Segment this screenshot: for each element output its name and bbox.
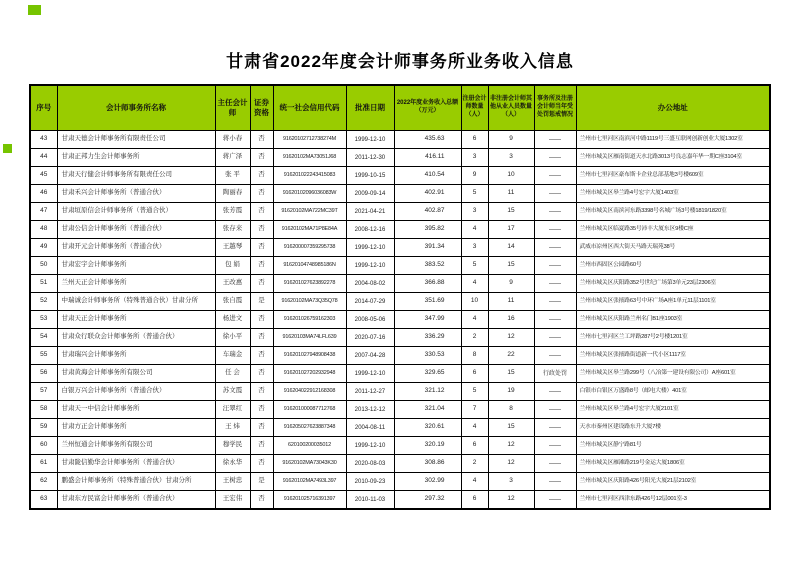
- header-cpa-count: 注册会计师数量（人）: [461, 85, 488, 131]
- cell-credit-code: 91620104748985186N: [273, 257, 346, 275]
- cell-cpa-count: 9: [461, 167, 488, 185]
- cell-revenue: 435.63: [394, 131, 461, 149]
- cell-non-cpa-staff-count: 15: [488, 419, 534, 437]
- cell-penalty-status: ——: [534, 131, 576, 149]
- cell-cpa-count: 5: [461, 257, 488, 275]
- cell-approval-date: 1999-10-15: [346, 167, 394, 185]
- cell-non-cpa-staff-count: 14: [488, 239, 534, 257]
- page-title: 甘肃省2022年度会计师事务所业务收入信息: [226, 52, 574, 71]
- cell-penalty-status: ——: [534, 185, 576, 203]
- cell-revenue: 366.88: [394, 275, 461, 293]
- table-row: [30, 455, 770, 473]
- cell-credit-code: 91620102MA7493L397: [273, 473, 346, 491]
- cell-penalty-status: ——: [534, 203, 576, 221]
- cell-revenue: 347.99: [394, 311, 461, 329]
- cell-serial: 59: [30, 419, 57, 437]
- cell-revenue: 329.65: [394, 365, 461, 383]
- cell-cpa-count: 4: [461, 311, 488, 329]
- cell-serial: 52: [30, 293, 57, 311]
- cell-revenue: 395.82: [394, 221, 461, 239]
- cell-non-cpa-staff-count: 3: [488, 473, 534, 491]
- cell-cpa-count: 2: [461, 455, 488, 473]
- cell-office-address: 兰州市城关区皋兰路4号宏宇大厦2101室: [576, 401, 770, 419]
- cell-firm-name: 甘肃黄海会计师事务所有限公司: [57, 365, 215, 383]
- cell-securities-qualification: 否: [250, 185, 273, 203]
- cell-chief-accountant: 车瑞金: [215, 347, 250, 365]
- cell-penalty-status: ——: [534, 257, 576, 275]
- cell-firm-name: 中瑞诚会计师事务所（特殊普通合伙）甘肃分所: [57, 293, 215, 311]
- cell-approval-date: 2020-08-03: [346, 455, 394, 473]
- cell-revenue: 402.87: [394, 203, 461, 221]
- cell-credit-code: 91620102096036083W: [273, 185, 346, 203]
- cell-approval-date: 2009-09-14: [346, 185, 394, 203]
- cell-chief-accountant: 王 炜: [215, 419, 250, 437]
- cell-securities-qualification: 否: [250, 221, 273, 239]
- cell-firm-name: 甘肃天正会计师事务所: [57, 311, 215, 329]
- cell-chief-accountant: 王改惠: [215, 275, 250, 293]
- cell-approval-date: 2008-12-16: [346, 221, 394, 239]
- table-row: [30, 275, 770, 293]
- cell-serial: 48: [30, 221, 57, 239]
- cell-approval-date: 1999-12-10: [346, 365, 394, 383]
- table-row: [30, 185, 770, 203]
- cell-penalty-status: ——: [534, 275, 576, 293]
- cell-office-address: 兰州市城关区皋兰路4号宏宇大厦1403室: [576, 185, 770, 203]
- cell-firm-name: 甘肃天一中信会计师事务所: [57, 401, 215, 419]
- table-row: [30, 149, 770, 167]
- cell-chief-accountant: 王树忠: [215, 473, 250, 491]
- cell-credit-code: 916201027623892278: [273, 275, 346, 293]
- cell-firm-name: 甘肃正邦力生会计师事务所: [57, 149, 215, 167]
- cell-firm-name: 甘肃天德会计师事务所有限责任公司: [57, 131, 215, 149]
- cell-approval-date: 2008-05-06: [346, 311, 394, 329]
- cell-credit-code: 916201022243415083: [273, 167, 346, 185]
- table-row: [30, 257, 770, 275]
- cell-penalty-status: ——: [534, 455, 576, 473]
- cell-non-cpa-staff-count: 11: [488, 293, 534, 311]
- cell-serial: 61: [30, 455, 57, 473]
- header-revenue-2022: 2022年度业务收入总额（万元）: [394, 85, 461, 131]
- cell-credit-code: 916204022912168308: [273, 383, 346, 401]
- cell-cpa-count: 4: [461, 473, 488, 491]
- cell-securities-qualification: 否: [250, 419, 273, 437]
- table-row: [30, 221, 770, 239]
- cell-non-cpa-staff-count: 12: [488, 455, 534, 473]
- cell-non-cpa-staff-count: 19: [488, 383, 534, 401]
- cell-firm-name: 甘肃开元会计师事务所（普通合伙）: [57, 239, 215, 257]
- cell-penalty-status: ——: [534, 383, 576, 401]
- cell-credit-code: 916200007359295738: [273, 239, 346, 257]
- cell-securities-qualification: 否: [250, 149, 273, 167]
- cell-chief-accountant: 张自霞: [215, 293, 250, 311]
- cell-firm-name: 甘肃众行联众会计师事务所（普通合伙）: [57, 329, 215, 347]
- cell-credit-code: 916201025716391397: [273, 491, 346, 510]
- cell-approval-date: 1999-12-10: [346, 239, 394, 257]
- cell-non-cpa-staff-count: 15: [488, 257, 534, 275]
- cell-non-cpa-staff-count: 12: [488, 491, 534, 510]
- cell-credit-code: 916201027948908438: [273, 347, 346, 365]
- cell-office-address: 兰州市城关区雁滩路219号金运大厦1806室: [576, 455, 770, 473]
- table-row: [30, 473, 770, 491]
- cell-office-address: 天水市秦州区建设路东升大厦7楼: [576, 419, 770, 437]
- cell-chief-accountant: 徐小平: [215, 329, 250, 347]
- cell-non-cpa-staff-count: 15: [488, 365, 534, 383]
- cell-office-address: 兰州市城关区庆阳路352号世纪广场第3单元23层2306室: [576, 275, 770, 293]
- cell-serial: 50: [30, 257, 57, 275]
- header-chief-accountant: 主任会计师: [215, 85, 250, 131]
- cell-chief-accountant: 蒋广泽: [215, 149, 250, 167]
- green-marker-top: [28, 5, 41, 15]
- cell-securities-qualification: 否: [250, 437, 273, 455]
- cell-serial: 57: [30, 383, 57, 401]
- cell-revenue: 320.19: [394, 437, 461, 455]
- cell-cpa-count: 6: [461, 365, 488, 383]
- cell-chief-accountant: 苏文霞: [215, 383, 250, 401]
- header-firm-name: 会计师事务所名称: [57, 85, 215, 131]
- cell-serial: 51: [30, 275, 57, 293]
- table-row: [30, 491, 770, 510]
- cell-credit-code: 91620102MA722MC39T: [273, 203, 346, 221]
- header-credit-code: 统一社会信用代码: [273, 85, 346, 131]
- cell-credit-code: 91620102MA73051J68: [273, 149, 346, 167]
- cell-cpa-count: 6: [461, 437, 488, 455]
- cell-penalty-status: ——: [534, 149, 576, 167]
- header-serial: 序号: [30, 85, 57, 131]
- cell-credit-code: 916201027202932948: [273, 365, 346, 383]
- cell-credit-code: 91620102MA73Q35Q78: [273, 293, 346, 311]
- cell-serial: 46: [30, 185, 57, 203]
- cell-cpa-count: 4: [461, 419, 488, 437]
- table-row: [30, 437, 770, 455]
- cell-penalty-status: ——: [534, 347, 576, 365]
- cell-non-cpa-staff-count: 9: [488, 131, 534, 149]
- cell-cpa-count: 6: [461, 491, 488, 510]
- cell-revenue: 383.52: [394, 257, 461, 275]
- cell-credit-code: 91620103MA74LFL639: [273, 329, 346, 347]
- cell-office-address: 兰州市城关区庆阳路426号阳光大厦21层2102室: [576, 473, 770, 491]
- cell-office-address: 兰州市七里河区兰工坪路287号2号楼1201室: [576, 329, 770, 347]
- cell-securities-qualification: 否: [250, 329, 273, 347]
- cell-firm-name: 甘肃天行健会计师事务所有限责任公司: [57, 167, 215, 185]
- cell-securities-qualification: 否: [250, 491, 273, 510]
- cell-cpa-count: 4: [461, 275, 488, 293]
- cell-securities-qualification: 否: [250, 383, 273, 401]
- cell-office-address: 兰州市西固区公园路60号: [576, 257, 770, 275]
- cell-credit-code: 91620102MA71P8E84A: [273, 221, 346, 239]
- cell-securities-qualification: 否: [250, 167, 273, 185]
- cell-chief-accountant: 杨进文: [215, 311, 250, 329]
- cell-approval-date: 2004-08-11: [346, 419, 394, 437]
- cell-office-address: 兰州市城关区雁南街道天水北路3013号良志嘉年华一期C座3104室: [576, 149, 770, 167]
- cell-firm-name: 甘肃禾兴会计师事务所（普通合伙）: [57, 185, 215, 203]
- cell-credit-code: 916201000087712768: [273, 401, 346, 419]
- header-approval-date: 批准日期: [346, 85, 394, 131]
- cell-revenue: 410.54: [394, 167, 461, 185]
- cell-non-cpa-staff-count: 22: [488, 347, 534, 365]
- cell-credit-code: 916201026759162303: [273, 311, 346, 329]
- cell-chief-accountant: 王越琴: [215, 239, 250, 257]
- cell-non-cpa-staff-count: 12: [488, 437, 534, 455]
- cell-non-cpa-staff-count: 11: [488, 185, 534, 203]
- cell-serial: 56: [30, 365, 57, 383]
- cell-firm-name: 白银万兴会计师事务所（普通合伙）: [57, 383, 215, 401]
- cell-cpa-count: 5: [461, 383, 488, 401]
- cell-revenue: 308.86: [394, 455, 461, 473]
- cell-penalty-status: ——: [534, 293, 576, 311]
- cell-cpa-count: 2: [461, 329, 488, 347]
- cell-firm-name: 甘肃公信会计师事务所（普通合伙）: [57, 221, 215, 239]
- cell-revenue: 416.11: [394, 149, 461, 167]
- cell-approval-date: 2007-04-28: [346, 347, 394, 365]
- cell-non-cpa-staff-count: 3: [488, 149, 534, 167]
- cell-office-address: 白银市白银区万盛路8号（邮电大楼）401室: [576, 383, 770, 401]
- cell-revenue: 321.12: [394, 383, 461, 401]
- cell-securities-qualification: 否: [250, 311, 273, 329]
- cell-credit-code: 620100200035012: [273, 437, 346, 455]
- cell-approval-date: 2010-11-03: [346, 491, 394, 510]
- header-row: [30, 85, 770, 131]
- cell-cpa-count: 3: [461, 149, 488, 167]
- cell-securities-qualification: 否: [250, 239, 273, 257]
- table-row: [30, 383, 770, 401]
- cell-revenue: 336.29: [394, 329, 461, 347]
- cell-revenue: 391.34: [394, 239, 461, 257]
- cell-penalty-status: ——: [534, 473, 576, 491]
- cell-penalty-status: ——: [534, 437, 576, 455]
- cell-chief-accountant: 汪翠红: [215, 401, 250, 419]
- cell-penalty-status: ——: [534, 311, 576, 329]
- cell-firm-name: 甘肃陇信勤华会计师事务所（普通合伙）: [57, 455, 215, 473]
- cell-serial: 54: [30, 329, 57, 347]
- header-securities-qualification: 证券资格: [250, 85, 273, 131]
- cell-revenue: 330.53: [394, 347, 461, 365]
- cell-approval-date: 2010-09-23: [346, 473, 394, 491]
- table-row: [30, 293, 770, 311]
- header-non-cpa-staff-count: 非注册会计师其他从业人员数量（人）: [488, 85, 534, 131]
- cell-chief-accountant: 包 娟: [215, 257, 250, 275]
- cell-office-address: 兰州市城关区庆阳路兰州名门B1座1903室: [576, 311, 770, 329]
- cell-approval-date: 2013-12-12: [346, 401, 394, 419]
- cell-office-address: 兰州市城关区南滨河东路3398号名城广场3号楼1819/1820室: [576, 203, 770, 221]
- cell-firm-name: 鹏盛会计师事务所（特殊普通合伙）甘肃分所: [57, 473, 215, 491]
- cell-securities-qualification: 否: [250, 203, 273, 221]
- cell-chief-accountant: 张芳霞: [215, 203, 250, 221]
- cell-serial: 44: [30, 149, 57, 167]
- cell-firm-name: 甘肃东方民富会计师事务所（普通合伙）: [57, 491, 215, 510]
- cell-securities-qualification: 否: [250, 347, 273, 365]
- cell-approval-date: 1999-12-10: [346, 437, 394, 455]
- cell-penalty-status: ——: [534, 239, 576, 257]
- cell-cpa-count: 4: [461, 221, 488, 239]
- cell-office-address: 兰州市城关区张掖路街道新一代小区1117室: [576, 347, 770, 365]
- cell-approval-date: 1999-12-10: [346, 257, 394, 275]
- cell-office-address: 兰州市七里河区南滨河中路1119号三盛互联网创新创业大厦1302室: [576, 131, 770, 149]
- cell-approval-date: 2011-12-30: [346, 149, 394, 167]
- cell-cpa-count: 8: [461, 347, 488, 365]
- cell-office-address: 兰州市城关区静宁路81号: [576, 437, 770, 455]
- cell-revenue: 351.69: [394, 293, 461, 311]
- cell-chief-accountant: 王宏伟: [215, 491, 250, 510]
- cell-office-address: 武威市凉州区西大街天马路天瑞苑38号: [576, 239, 770, 257]
- cell-chief-accountant: 任 会: [215, 365, 250, 383]
- cell-office-address: 兰州市七里河区豪布斯卡企业总部基地3号楼609室: [576, 167, 770, 185]
- header-penalty-status: 事务所及注册会计师当年受处罚惩戒情况: [534, 85, 576, 131]
- cell-securities-qualification: 否: [250, 455, 273, 473]
- cell-approval-date: 2021-04-21: [346, 203, 394, 221]
- cell-penalty-status: ——: [534, 167, 576, 185]
- cell-approval-date: 2011-12-27: [346, 383, 394, 401]
- table-row: [30, 131, 770, 149]
- cell-serial: 53: [30, 311, 57, 329]
- cell-serial: 63: [30, 491, 57, 510]
- cell-chief-accountant: 穆学民: [215, 437, 250, 455]
- cell-cpa-count: 10: [461, 293, 488, 311]
- cell-revenue: 321.04: [394, 401, 461, 419]
- cell-securities-qualification: 否: [250, 257, 273, 275]
- green-marker-left: [3, 144, 12, 153]
- cell-revenue: 320.61: [394, 419, 461, 437]
- table-row: [30, 239, 770, 257]
- cell-credit-code: 91620102MA73043K30: [273, 455, 346, 473]
- header-office-address: 办公地址: [576, 85, 770, 131]
- cell-revenue: 402.91: [394, 185, 461, 203]
- cell-approval-date: 1999-12-10: [346, 131, 394, 149]
- table-row: [30, 311, 770, 329]
- cell-non-cpa-staff-count: 12: [488, 329, 534, 347]
- cell-credit-code: 91620102712738274M: [273, 131, 346, 149]
- cell-approval-date: 2020-07-16: [346, 329, 394, 347]
- cell-securities-qualification: 是: [250, 293, 273, 311]
- table-row: [30, 419, 770, 437]
- cell-non-cpa-staff-count: 16: [488, 311, 534, 329]
- cell-serial: 55: [30, 347, 57, 365]
- cell-revenue: 302.99: [394, 473, 461, 491]
- cell-securities-qualification: 否: [250, 275, 273, 293]
- cell-chief-accountant: 蒋小春: [215, 131, 250, 149]
- cell-credit-code: 916205027623887348: [273, 419, 346, 437]
- cell-serial: 47: [30, 203, 57, 221]
- cell-penalty-status: ——: [534, 419, 576, 437]
- cell-chief-accountant: 张存来: [215, 221, 250, 239]
- table-row: [30, 167, 770, 185]
- cell-non-cpa-staff-count: 9: [488, 275, 534, 293]
- cell-non-cpa-staff-count: 8: [488, 401, 534, 419]
- cell-firm-name: 兰州天正会计师事务所: [57, 275, 215, 293]
- cell-penalty-status: ——: [534, 221, 576, 239]
- cell-securities-qualification: 否: [250, 401, 273, 419]
- revenue-table: [29, 84, 771, 510]
- cell-serial: 49: [30, 239, 57, 257]
- table-row: [30, 203, 770, 221]
- cell-securities-qualification: 是: [250, 473, 273, 491]
- cell-approval-date: 2014-07-29: [346, 293, 394, 311]
- cell-firm-name: 甘肃瑞兴会计师事务所: [57, 347, 215, 365]
- cell-approval-date: 2004-08-02: [346, 275, 394, 293]
- cell-chief-accountant: 张 平: [215, 167, 250, 185]
- table-row: [30, 329, 770, 347]
- cell-office-address: 兰州市城关区皋兰路299号（八冶第一建设有限公司）A座601室: [576, 365, 770, 383]
- cell-office-address: 兰州市城关区临夏路35号沛丰大厦东区9楼C座: [576, 221, 770, 239]
- cell-penalty-status: 行政处罚: [534, 365, 576, 383]
- cell-penalty-status: ——: [534, 329, 576, 347]
- cell-serial: 60: [30, 437, 57, 455]
- cell-non-cpa-staff-count: 17: [488, 221, 534, 239]
- table-row: [30, 365, 770, 383]
- cell-firm-name: 甘肃宏宇会计师事务所: [57, 257, 215, 275]
- cell-office-address: 兰州市七里河区西津东路426号12层001室-3: [576, 491, 770, 510]
- cell-cpa-count: 5: [461, 185, 488, 203]
- cell-serial: 45: [30, 167, 57, 185]
- cell-penalty-status: ——: [534, 401, 576, 419]
- cell-cpa-count: 3: [461, 239, 488, 257]
- cell-revenue: 297.32: [394, 491, 461, 510]
- cell-securities-qualification: 否: [250, 131, 273, 149]
- cell-firm-name: 兰州恒通会计师事务所有限公司: [57, 437, 215, 455]
- cell-non-cpa-staff-count: 15: [488, 203, 534, 221]
- cell-penalty-status: ——: [534, 491, 576, 510]
- table-row: [30, 401, 770, 419]
- cell-firm-name: 甘肃垣原信会计师事务所（普通合伙）: [57, 203, 215, 221]
- cell-serial: 43: [30, 131, 57, 149]
- cell-securities-qualification: 否: [250, 365, 273, 383]
- cell-cpa-count: 6: [461, 131, 488, 149]
- cell-cpa-count: 7: [461, 401, 488, 419]
- table-row: [30, 347, 770, 365]
- cell-chief-accountant: 陶丽春: [215, 185, 250, 203]
- cell-firm-name: 甘肃方正会计师事务所: [57, 419, 215, 437]
- cell-chief-accountant: 徐永华: [215, 455, 250, 473]
- cell-serial: 62: [30, 473, 57, 491]
- cell-cpa-count: 3: [461, 203, 488, 221]
- cell-non-cpa-staff-count: 10: [488, 167, 534, 185]
- cell-serial: 58: [30, 401, 57, 419]
- cell-office-address: 兰州市城关区张掖路63号中环广场A座1单元11层1101室: [576, 293, 770, 311]
